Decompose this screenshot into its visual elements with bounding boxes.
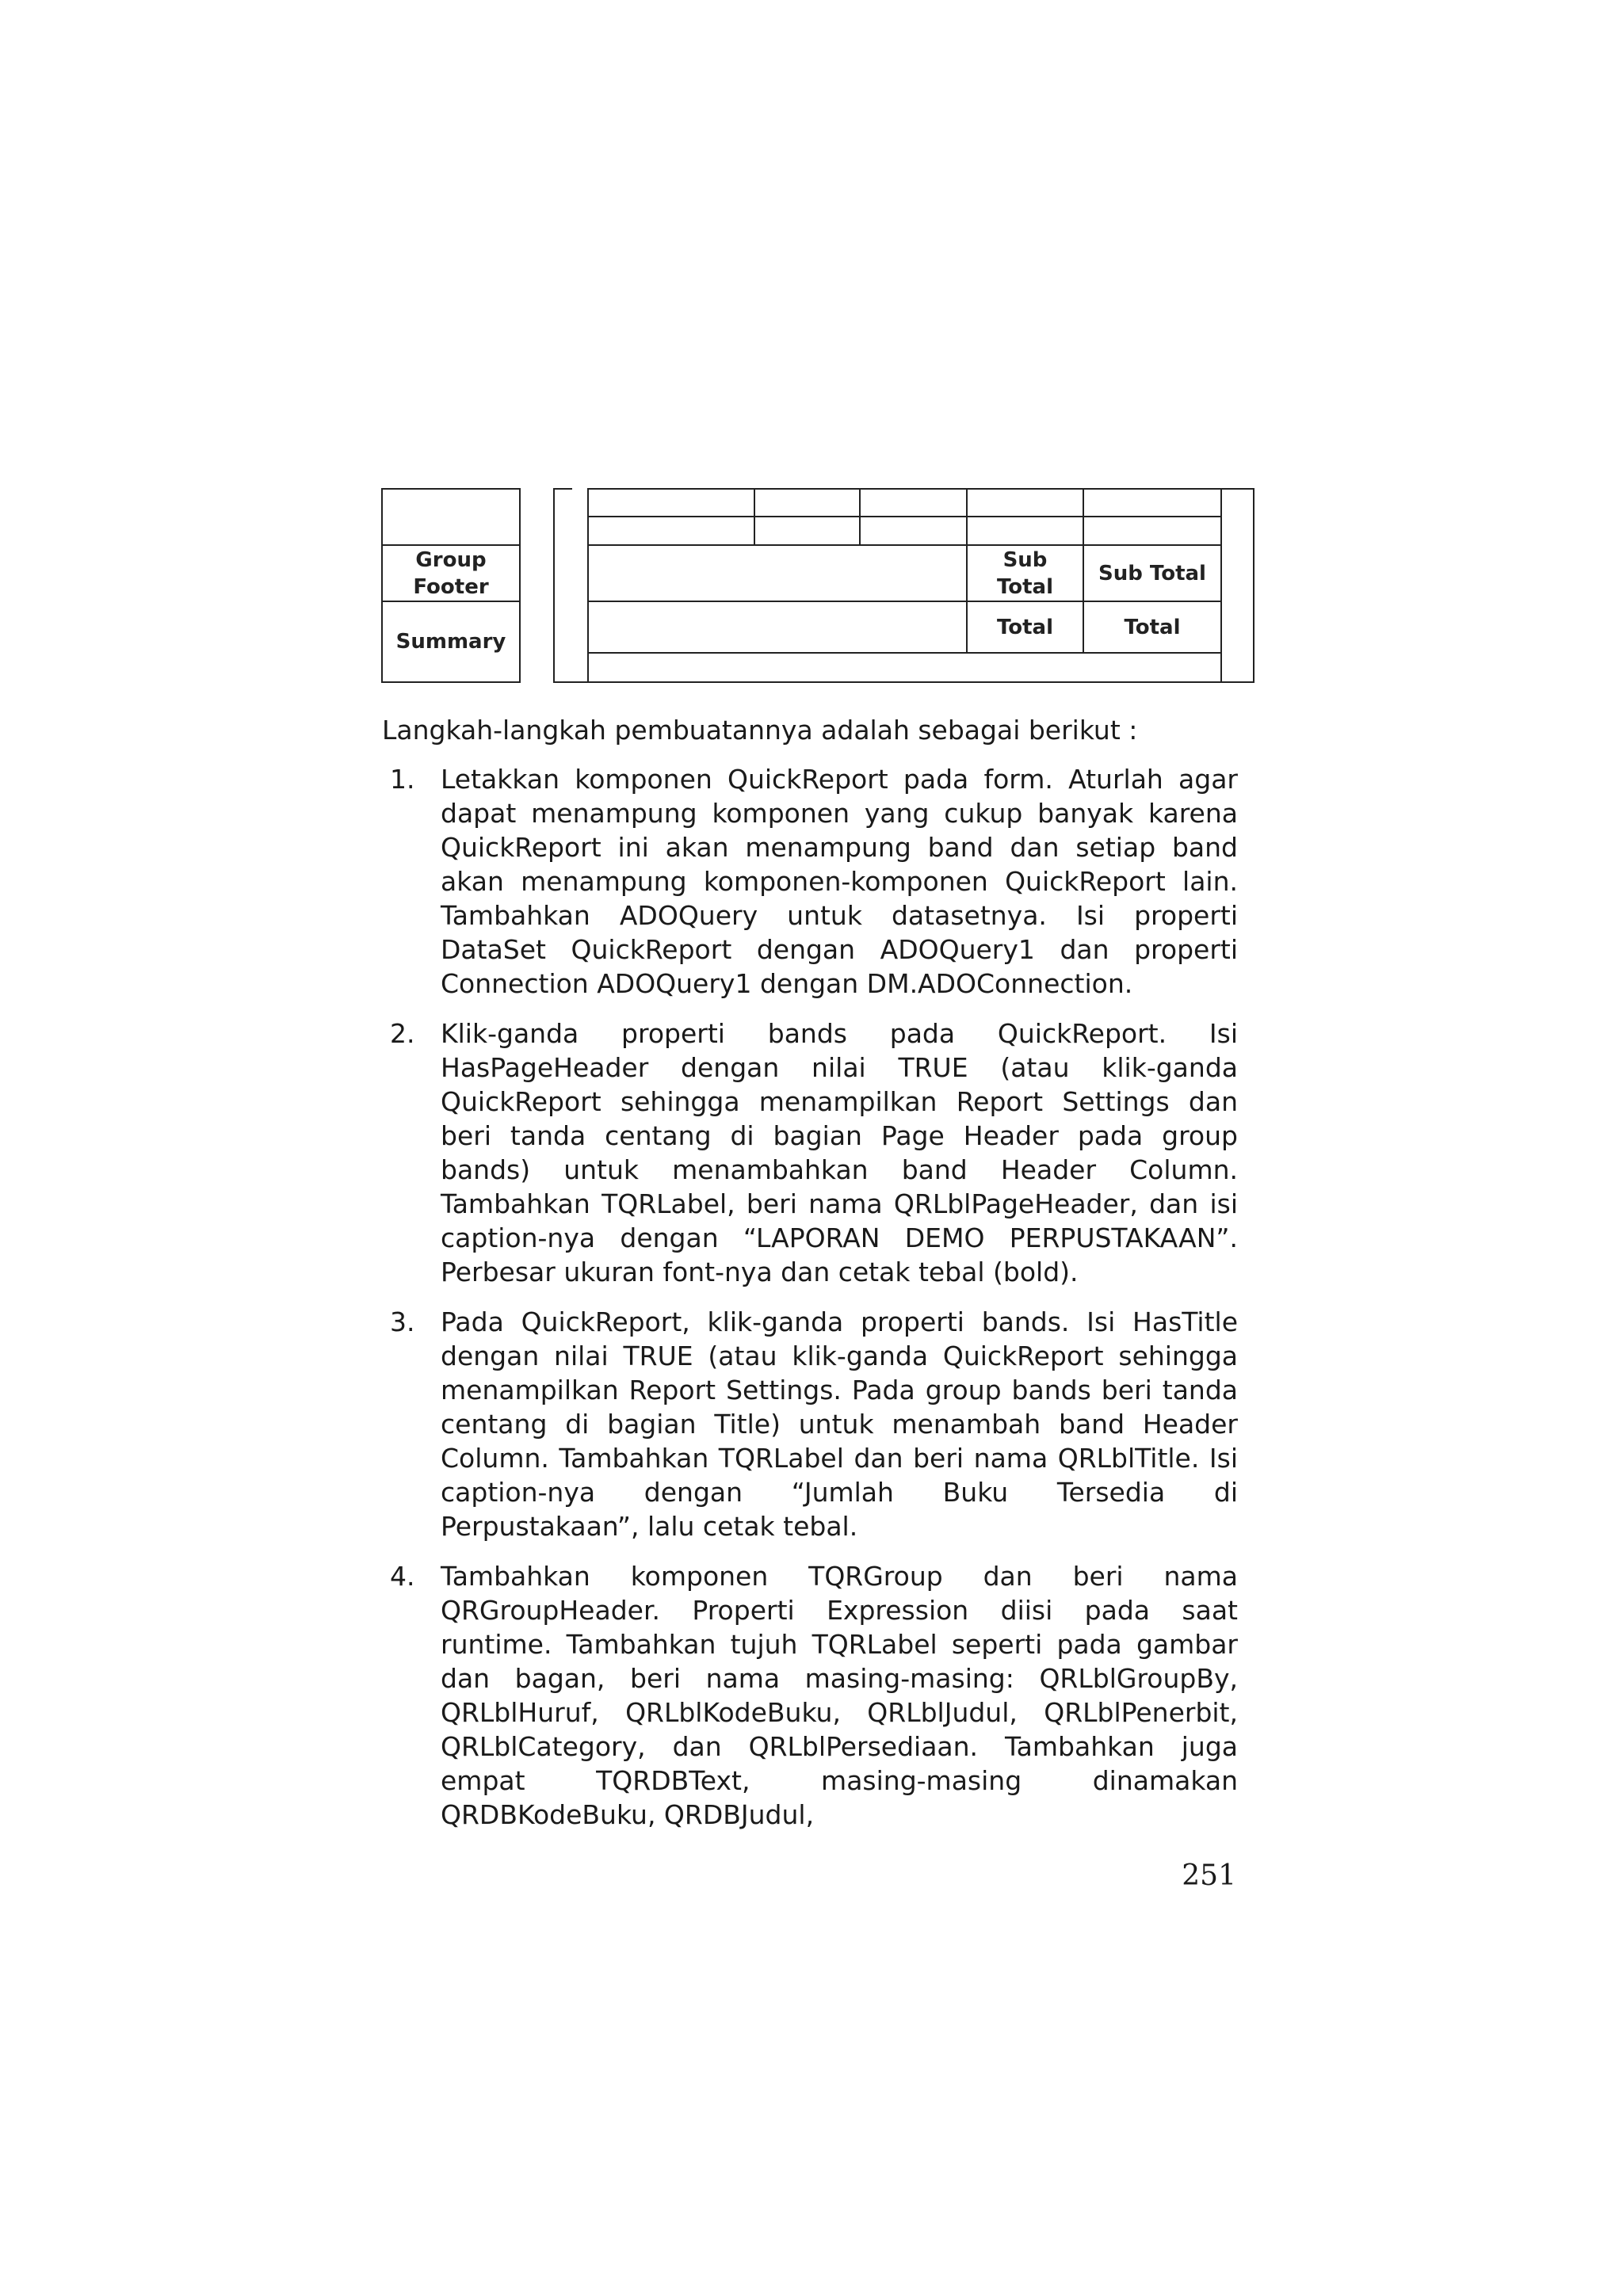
report-frame-left-edge	[553, 488, 555, 683]
detail-column-divider-3	[966, 488, 968, 546]
step-number: 1.	[390, 764, 415, 795]
total-label-1: Total	[996, 616, 1054, 639]
step-text: Letakkan komponen QuickReport pada form. Aturlah agar dapat menampung komponen yang cukup banyak karena QuickReport ini akan menampung band dan setiap band akan menampung komponen-komponen QuickReport lain. Tambahkan ADOQuery untuk datasetnya. Isi properti DataSet QuickReport dengan ADOQuery1 dan properti Connection ADOQuery1 dengan DM.ADOConnection.	[441, 764, 1238, 999]
step-text: Tambahkan komponen TQRGroup dan beri nama QRGroupHeader. Properti Expression diisi pada saat runtime. Tambahkan tujuh TQRLabel seperti pada gambar dan bagan, beri nama masing-masing: QRLblGroupBy, QRLblHuruf, QRLblKodeBuku, QRLblJudul, QRLblPenerbit, QRLblCategory, dan QRLblPersediaan. Tambahkan juga empat TQRDBText, masing-masing dinamakan QRDBKodeBuku, QRDBJudul,	[441, 1561, 1238, 1830]
list-item	[382, 762, 1238, 1001]
step-number: 3.	[390, 1306, 415, 1337]
step-text: Klik-ganda properti bands pada QuickReport. Isi HasPageHeader dengan nilai TRUE (atau klik-ganda QuickReport sehingga menampilkan Report Settings dan beri tanda centang di bagian Page Header pada group bands) untuk menambahkan band Header Column. Tambahkan TQRLabel, beri nama QRLblPageHeader, dan isi caption-nya dengan “LAPORAN DEMO PERPUSTAKAAN”. Perbesar ukuran font-nya dan cetak tebal (bold).	[441, 1018, 1238, 1287]
list-item	[382, 1559, 1238, 1832]
summary-bottom-line	[587, 652, 1222, 654]
detail-column-divider-2	[859, 488, 861, 546]
steps-list	[382, 762, 1238, 1848]
group-footer-bottom-line	[587, 601, 1222, 602]
list-item	[382, 1305, 1238, 1543]
band-diagram	[0, 0, 1623, 713]
report-frame-bottom-edge	[553, 681, 1254, 683]
detail-row-middle-line	[587, 516, 1222, 517]
step-number: 4.	[390, 1561, 415, 1592]
total-label-2: Total	[1124, 616, 1181, 639]
list-item	[382, 1016, 1238, 1289]
report-frame-right-edge	[1253, 488, 1254, 683]
detail-column-divider-4	[1083, 488, 1084, 546]
detail-row-bottom-line	[587, 544, 1222, 546]
intro-paragraph: Langkah-langkah pembuatannya adalah sebagai berikut :	[382, 715, 1138, 746]
summary-label: Summary	[395, 630, 506, 654]
step-number: 2.	[390, 1018, 415, 1049]
report-frame-top-edge-left	[553, 488, 572, 490]
report-frame-top-edge-right	[1221, 488, 1254, 490]
step-text: Pada QuickReport, klik-ganda properti bands. Isi HasTitle dengan nilai TRUE (atau klik-ganda QuickReport sehingga menampilkan Report Settings. Pada group bands beri tanda centang di bagian Title) untuk menambah band Header Column. Tambahkan TQRLabel dan beri nama QRLblTitle. Isi caption-nya dengan “Jumlah Buku Tersedia di Perpustakaan”, lalu cetak tebal.	[441, 1306, 1238, 1542]
page-number: 251	[1182, 1859, 1236, 1892]
band-name-blank-cell	[381, 488, 521, 546]
sub-total-label-2: Sub Total	[1098, 562, 1206, 585]
sub-total-label-1: Sub Total	[996, 548, 1054, 599]
detail-row-top-line	[587, 488, 1222, 490]
detail-column-divider-1	[754, 488, 755, 546]
group-footer-label: Group Footer	[413, 548, 489, 599]
